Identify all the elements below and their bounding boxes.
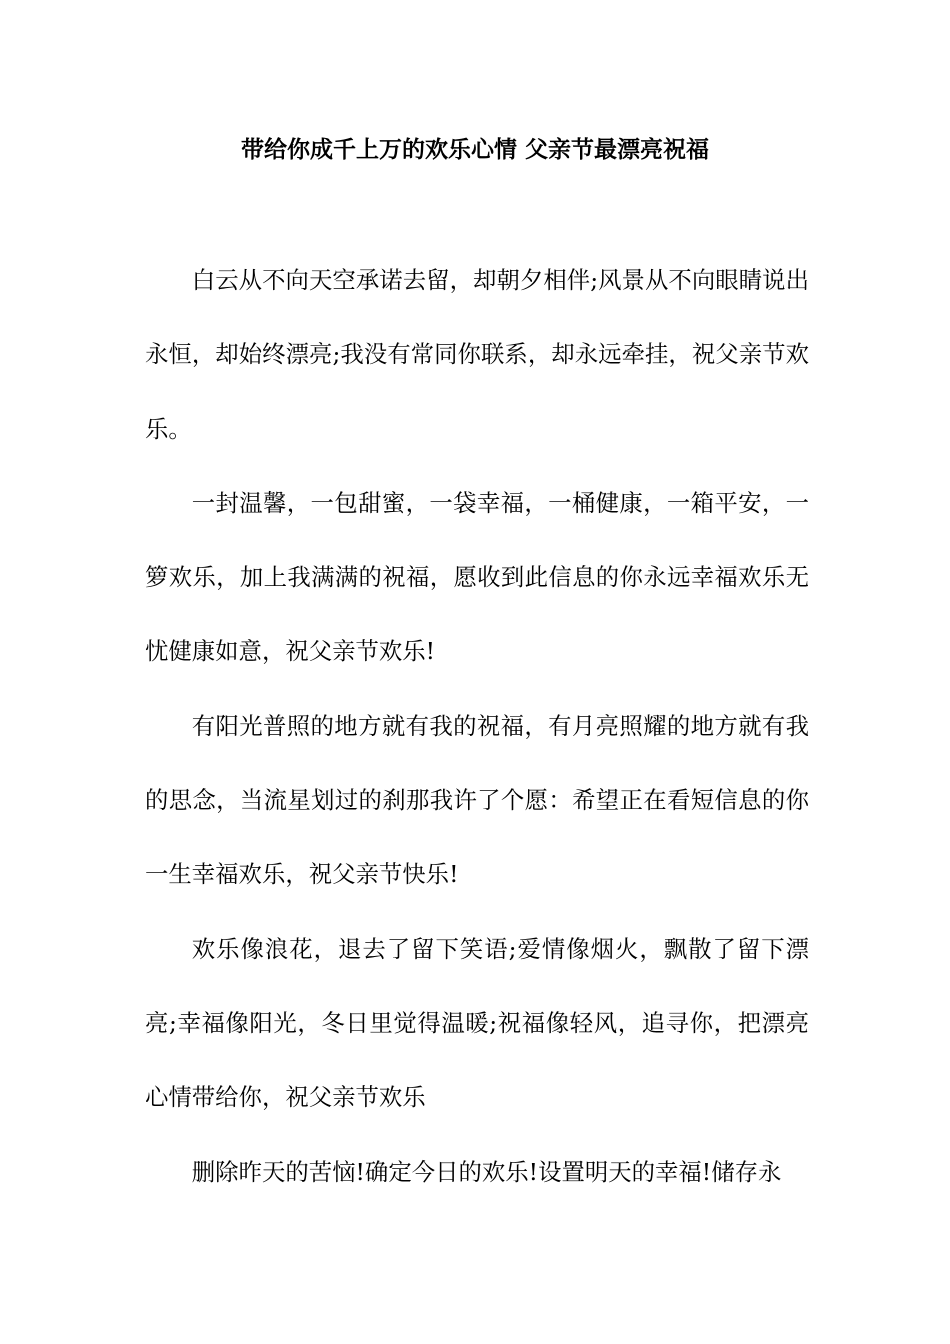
document-body xyxy=(145,243,809,1209)
paragraph-5: 删除昨天的苦恼!确定今日的欢乐!设置明天的幸福!储存永 xyxy=(191,1157,782,1186)
paragraph-4: 欢乐像浪花，退去了留下笑语;爱情像烟火，飘散了留下漂亮;幸福像阳光，冬日里觉得温暖;祝福像轻风，追寻你，把漂亮心情带给你，祝父亲节欢乐 xyxy=(145,934,809,1112)
paragraph-1: 白云从不向天空承诺去留，却朝夕相伴;风景从不向眼睛说出永恒，却始终漂亮;我没有常同你联系，却永远牵挂，祝父亲节欢乐。 xyxy=(145,266,809,443)
document-title: 带给你成千上万的欢乐心情 父亲节最漂亮祝福 xyxy=(240,136,709,163)
paragraph-3: 有阳光普照的地方就有我的祝福，有月亮照耀的地方就有我的思念，当流星划过的刹那我许了个愿：希望正在看短信息的你一生幸福欢乐，祝父亲节快乐! xyxy=(145,711,809,889)
paragraph-2: 一封温馨，一包甜蜜，一袋幸福，一桶健康，一箱平安，一箩欢乐，加上我满满的祝福，愿收到此信息的你永远幸福欢乐无忧健康如意，祝父亲节欢乐! xyxy=(145,488,809,666)
